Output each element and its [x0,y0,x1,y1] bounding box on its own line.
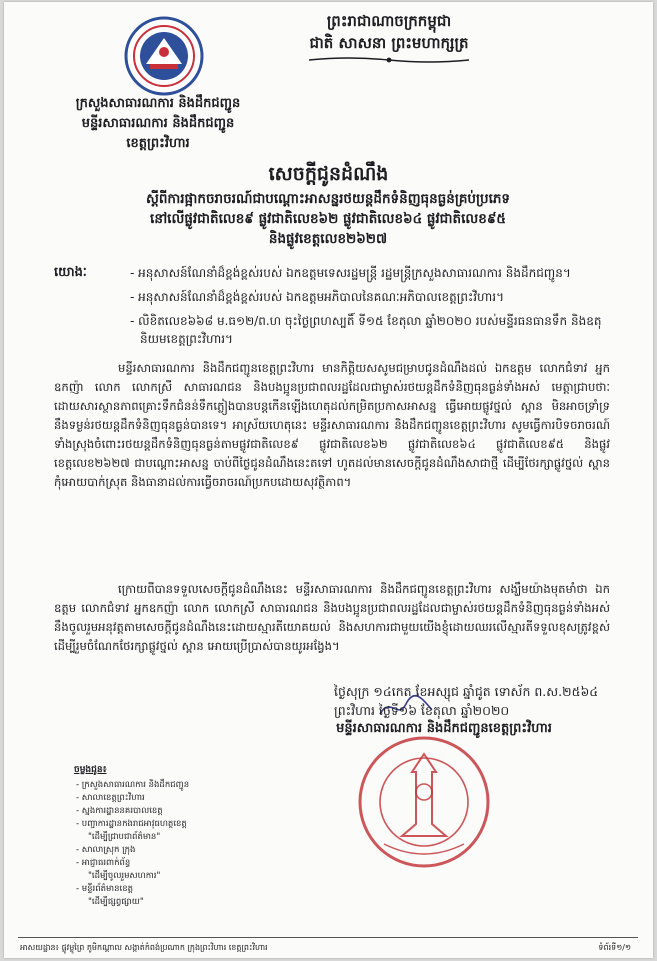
body-paragraph-2: ក្រោយពីបានទទួលសេចក្តីជូនដំណឹងនេះ មន្ទីរសាធារណការ និងដឹកជញ្ជូនខេត្តព្រះវិហារ សង្ឃឹមយ៉ាងមុតមាំថា ឯកឧត្តម លោកជំទាវ អ្នកឧកញ៉ា លោក លោកស្រី សាធារណជន និងបងប្អូនប្រជាពលរដ្ឋដែលជាម្ចាស់រថយន្តដឹកទំនិញធុនធ្ងន់ទាំងអស់ នឹងចូលរួមអនុវត្តតាមសេចក្តីជូនដំណឹងនេះដោយស្មារតីយោគយល់ និងសហការជាមួយយើងខ្ញុំដោយឈរលើស្មារតីទទួលខុសត្រូវខ្ពស់ ដើម្បីរួមចំណែកថែរក្សាផ្លូវថ្នល់ ស្ពាន អោយប្រើប្រាស់បានយូរអង្វែង។ [54,582,610,653]
ministry-line3: ខេត្តព្រះវិហារ [126,136,190,151]
signatory: មន្ទីរសាធារណការ និងដឹកជញ្ជូនខេត្តព្រះវិហារ [336,721,552,736]
document-page [4,2,653,958]
copy-to-item: - មន្ទីរព័ត៌មានខេត្ត [76,884,134,894]
subject-line2: នៅលើផ្លូវជាតិលេខ៩ ផ្លូវជាតិលេខ៦២ ផ្លូវជាតិលេខ៦៤ ផ្លូវជាតិលេខ៩៥ [150,211,506,227]
subject-line3: និងផ្លូវខេត្តលេខ២៦២៧ [268,231,388,247]
official-seal-icon [354,732,494,872]
document-subject [48,189,608,249]
copy-to-item: - ក្រសួងសាធារណការ និងដឹកជញ្ជូន [76,780,190,790]
decorative-divider-icon [309,56,469,64]
ministry-logo [124,16,204,96]
kingdom-header [249,10,529,54]
copy-to-item: - បញ្ជាការដ្ឋានកងរាជអាវុធហត្ថខេត្ត [76,819,187,829]
solar-date: ព្រះវិហារ ថ្ងៃទី១៦ ខែតុលា ឆ្នាំ២០២០ [334,703,510,718]
copy-to-item: "ដើម្បីចូលរួមសហការ" [88,871,161,881]
page-number: ទំព័រទី១/១ [598,943,631,952]
copy-to-heading: ចម្លងជូន៖ [74,765,107,775]
date-block [334,682,604,720]
footer-address: អាសយដ្ឋាន៖ ផ្លូវម្លូព្រៃ ភូមិកណ្តាល សង្កាត់កំពង់ប្រណាក ក្រុងព្រះវិហារ ខេត្តព្រះវិហារ [20,943,268,952]
ministry-line2: មន្ទីរសាធារណការ និងដឹកជញ្ជូន [81,116,235,131]
body-paragraph-1: មន្ទីរសាធារណការ និងដឹកជញ្ជូនខេត្តព្រះវិហារ មានកិត្តិយសសូមជម្រាបជូនដំណឹងដល់ ឯកឧត្តម លោកជំទាវ អ្នកឧកញ៉ា លោក លោកស្រី សាធារណជន និងបងប្អូនប្រជាពលរដ្ឋដែលជាម្ចាស់រថយន្តដឹកទំនិញធុនធ្ងន់ទាំងអស់ មេត្តាជ្រាបថាៈ ដោយសារស្ថានភាពគ្រោះទឹកជំនន់ទឹកភ្លៀងបានបន្តកើនឡើងហេតុដល់កម្រិតប្រកាសអាសន្ន ធ្វើអោយផ្លូវថ្នល់ ស្ពាន មិនអាចទ្រាំទ្រនឹងទម្ងន់រថយន្តដឹកទំនិញធុនធ្ងន់បានទេ។ អាស្រ័យហេតុនេះ មន្ទីរសាធារណការ និងដឹកជញ្ជូនខេត្តព្រះវិហារ សូមធ្វើការបិទចរាចរណ៍ទាំងស្រុងចំពោះរថយន្តដឹកទំនិញធុនធ្ងន់តាមផ្លូវជាតិលេខ៩ ផ្លូវជាតិលេខ៦២ ផ្លូវជាតិលេខ៦៤ ផ្លូវជាតិលេខ៩៥ និងផ្លូវខេត្តលេខ២៦២៧ ជាបណ្តោះអាសន្ន ចាប់ពីថ្ងៃជូនដំណឹងនេះតទៅ ហូតដល់មានសេចក្តីជូនដំណឹងសាជាថ្មី ដើម្បីថែរក្សាផ្លូវថ្នល់ ស្ពាន កុំអោយបាក់ស្រុត និងធានាដល់ការធ្វើចរាចរណ៍ប្រកបដោយសុវត្ថិភាព។ [54,361,610,489]
footer-divider [18,937,638,938]
copy-to-item: - អាជ្ញាធរពាក់ព័ន្ធ [76,858,131,868]
copy-to-item: - ស្នងការដ្ឋាននគរបាលខេត្ត [76,806,163,816]
copy-to-list [74,764,274,909]
kingdom-name: ព្រះរាជាណាចក្រកម្ពុជា [326,12,452,30]
document-title: សេចក្តីជូនដំណឹង [268,163,389,185]
copy-to-item: "ដើម្បីជ្រាបជាព័ត៌មាន" [88,832,161,842]
copy-to-item: "ដើម្បីផ្សព្វផ្សាយ" [88,897,144,907]
references [54,264,614,354]
references-label: យោងៈ [54,265,87,280]
reference-item: - អនុសាសន៍ណែនាំដ៏ខ្ពង់ខ្ពស់របស់ ឯកឧត្តមទេសរដ្ឋមន្ត្រី រដ្ឋមន្ត្រីក្រសួងសាធារណការ និងដឹកជញ្ជូន។ [130,266,571,280]
copy-to-item: - សាលាស្រុក ក្រុង [76,845,136,855]
reference-item: - អនុសាសន៍ណែនាំដ៏ខ្ពង់ខ្ពស់របស់ ឯកឧត្តមអភិបាលនៃគណៈអភិបាលខេត្តព្រះវិហារ។ [130,290,504,304]
ministry-block [38,94,278,154]
national-motto: ជាតិ សាសនា ព្រះមហាក្សត្រ [309,34,469,52]
reference-item: - លិខិតលេខ៦៦៨ ម.ធ១២/ព.ហ ចុះថ្ងៃព្រហស្បតិ៍ ទី១៥ ខែតុលា ឆ្នាំ២០២០ របស់មន្ទីរធនធានទឹក និងឧតុនិយមខេត្តព្រះវិហារ។ [130,314,602,346]
copy-to-item: - សាលាខេត្តព្រះវិហារ [76,793,145,803]
subject-line1: ស្តីពីការផ្អាកចរាចរណ៍ជាបណ្តោះអាសន្នរថយន្តដឹកទំនិញធុនធ្ងន់គ្រប់ប្រភេទ [146,191,510,207]
ministry-line1: ក្រសួងសាធារណការ និងដឹកជញ្ជូន [75,96,241,111]
lunar-date: ថ្ងៃសុក្រ ១៤កេត ខែអស្សុជ ឆ្នាំជូត ទោស័ក ព.ស.២៥៦៤ [334,684,599,699]
